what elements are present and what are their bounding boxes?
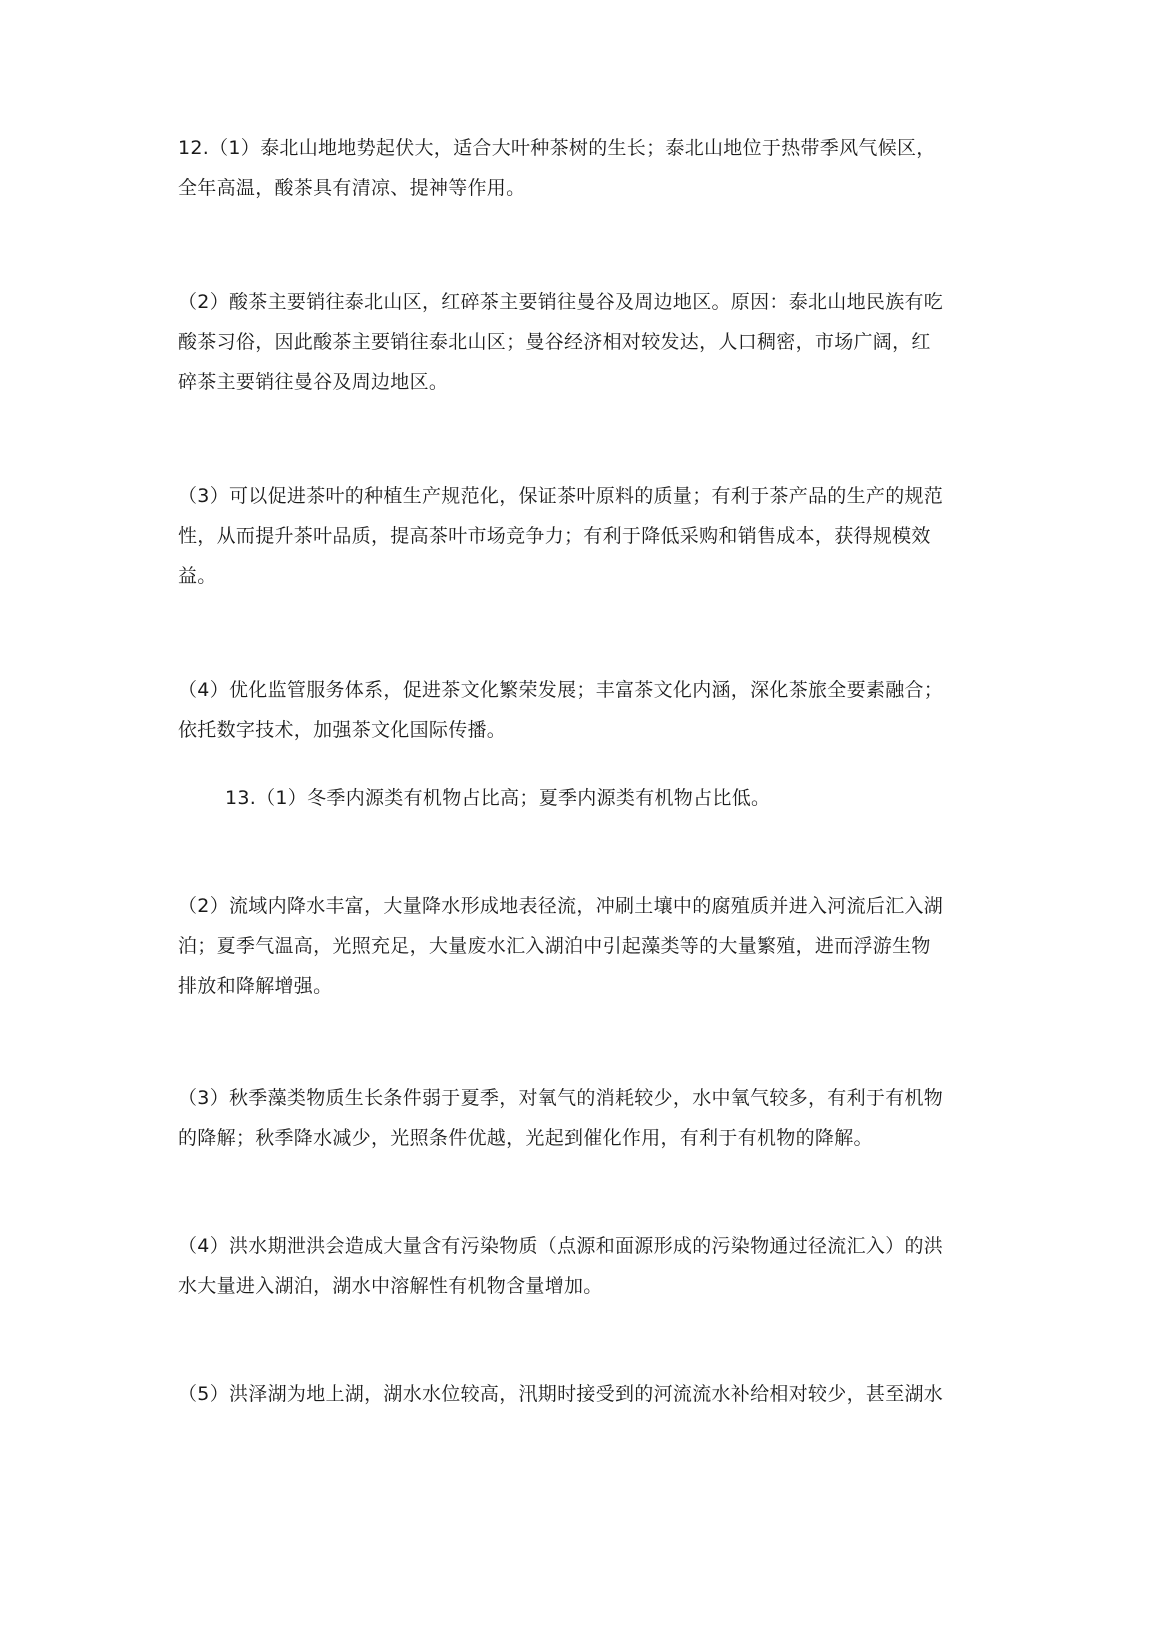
answer-12-3 bbox=[178, 476, 978, 596]
text-line: （4）优化监管服务体系，促进茶文化繁荣发展；丰富茶文化内涵，深化茶旅全要素融合； bbox=[178, 679, 944, 701]
text-line: 依托数字技术，加强茶文化国际传播。 bbox=[178, 719, 507, 741]
text-line: 的降解；秋季降水减少，光照条件优越，光起到催化作用，有利于有机物的降解。 bbox=[178, 1127, 873, 1149]
text-line: 12.（1）泰北山地地势起伏大，适合大叶种茶树的生长；泰北山地位于热带季风气候区， bbox=[178, 137, 936, 159]
text-line: 排放和降解增强。 bbox=[178, 975, 333, 997]
answer-12-1 bbox=[178, 128, 978, 208]
text-line: （5）洪泽湖为地上湖，湖水水位较高，汛期时接受到的河流流水补给相对较少，甚至湖水 bbox=[178, 1383, 944, 1405]
text-line: （4）洪水期泄洪会造成大量含有污染物质（点源和面源形成的污染物通过径流汇入）的洪 bbox=[178, 1235, 944, 1257]
text-line: 全年高温，酸茶具有清凉、提神等作用。 bbox=[178, 177, 526, 199]
text-line: （3）秋季藻类物质生长条件弱于夏季，对氧气的消耗较少，水中氧气较多，有利于有机物 bbox=[178, 1087, 944, 1109]
text-line: 泊；夏季气温高，光照充足，大量废水汇入湖泊中引起藻类等的大量繁殖，进而浮游生物 bbox=[178, 935, 931, 957]
text-line: （3）可以促进茶叶的种植生产规范化，保证茶叶原料的质量；有利于茶产品的生产的规范 bbox=[178, 485, 944, 507]
answer-13-3 bbox=[178, 1078, 978, 1158]
answer-12-4 bbox=[178, 670, 978, 750]
text-line: （2）酸茶主要销往泰北山区，红碎茶主要销往曼谷及周边地区。原因：泰北山地民族有吃 bbox=[178, 291, 944, 313]
text-line: 13.（1）冬季内源类有机物占比高；夏季内源类有机物占比低。 bbox=[225, 787, 771, 809]
text-line: 益。 bbox=[178, 565, 217, 587]
answer-13-5 bbox=[178, 1374, 978, 1414]
text-line: 性，从而提升茶叶品质，提高茶叶市场竞争力；有利于降低采购和销售成本，获得规模效 bbox=[178, 525, 931, 547]
answer-13-4 bbox=[178, 1226, 978, 1306]
text-line: （2）流域内降水丰富，大量降水形成地表径流，冲刷土壤中的腐殖质并进入河流后汇入湖 bbox=[178, 895, 944, 917]
answer-13-1 bbox=[225, 778, 1025, 818]
text-line: 水大量进入湖泊，湖水中溶解性有机物含量增加。 bbox=[178, 1275, 603, 1297]
text-line: 碎茶主要销往曼谷及周边地区。 bbox=[178, 371, 449, 393]
text-line: 酸茶习俗，因此酸茶主要销往泰北山区；曼谷经济相对较发达，人口稠密，市场广阔，红 bbox=[178, 331, 931, 353]
answer-12-2 bbox=[178, 282, 978, 402]
answer-13-2 bbox=[178, 886, 978, 1006]
